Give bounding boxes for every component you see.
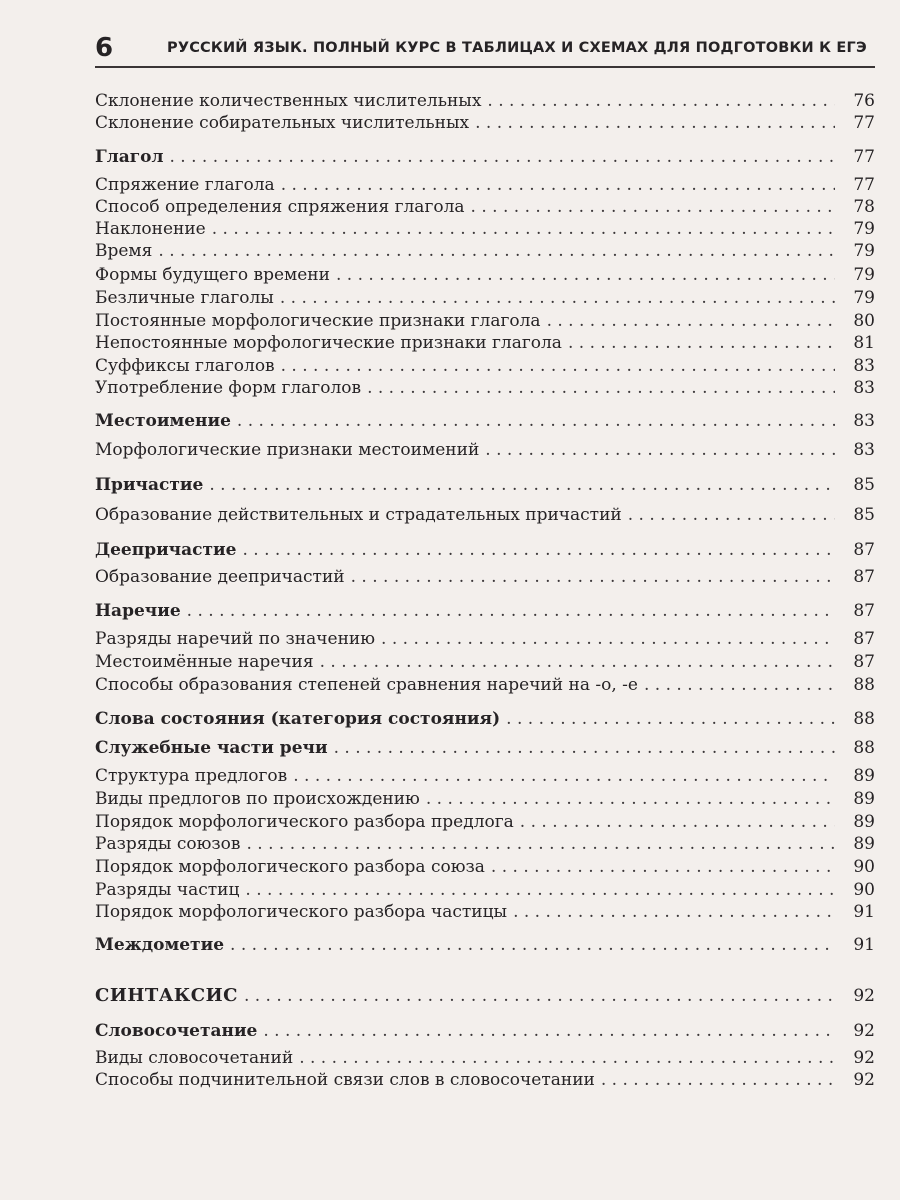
dot-leader: [334, 735, 835, 761]
dot-leader: [485, 437, 835, 463]
toc-entry-title: Непостоянные морфологические признаки глагола: [95, 333, 562, 353]
toc-entry-page: 83: [853, 378, 875, 398]
dot-leader: [367, 375, 835, 401]
dot-leader: [351, 564, 835, 590]
toc-entry-page: 77: [853, 147, 875, 167]
toc-entry-title: Суффиксы глаголов: [95, 356, 275, 376]
dot-leader: [209, 472, 835, 498]
toc-entry-title: Употребление форм глаголов: [95, 378, 362, 398]
toc-entry-page: 89: [853, 834, 875, 854]
toc-entry-page: 92: [853, 1070, 875, 1090]
toc-entry-title: Склонение количественных числительных: [95, 91, 482, 111]
toc-entry: [95, 502, 875, 528]
toc-entry-page: 85: [853, 475, 875, 495]
toc-entry-page: 87: [853, 601, 875, 621]
toc-entry-title: Разряды частиц: [95, 880, 240, 900]
toc-entry-page: 79: [853, 265, 875, 285]
dot-leader: [230, 932, 835, 958]
toc-entry: [95, 110, 875, 136]
toc-entry-title: Порядок морфологического разбора частицы: [95, 902, 508, 922]
toc-chapter: [95, 932, 875, 958]
toc-entry-page: 90: [853, 857, 875, 877]
toc-entry-page: 89: [853, 789, 875, 809]
toc-entry-title: Разряды наречий по значению: [95, 629, 376, 649]
toc-entry-title: Способ определения спряжения глагола: [95, 197, 465, 217]
dot-leader: [628, 502, 835, 528]
toc-entry-page: 81: [853, 333, 875, 353]
dot-leader: [158, 238, 835, 264]
dot-leader: [601, 1067, 835, 1093]
toc-entry-page: 88: [853, 675, 875, 695]
toc-entry-title: Виды словосочетаний: [95, 1048, 294, 1068]
toc-chapter-title: Наречие: [95, 601, 181, 621]
toc-chapter: [95, 408, 875, 434]
toc-entry-title: Местоимённые наречия: [95, 652, 314, 672]
toc-entry: [95, 375, 875, 401]
dot-leader: [242, 537, 835, 563]
toc-entry-page: 92: [853, 1048, 875, 1068]
toc-entry-title: Склонение собирательных числительных: [95, 113, 470, 133]
toc-chapter: [95, 706, 875, 732]
toc-entry: [95, 1067, 875, 1093]
toc-chapter: [95, 598, 875, 624]
toc-entry-page: 80: [853, 311, 875, 331]
toc-entry-page: 77: [853, 113, 875, 133]
dot-leader: [169, 144, 835, 170]
dot-leader: [644, 672, 835, 698]
toc-chapter: [95, 472, 875, 498]
toc-chapter: [95, 144, 875, 170]
toc-entry-page: 77: [853, 175, 875, 195]
toc-entry-page: 79: [853, 219, 875, 239]
toc-entry-page: 85: [853, 505, 875, 525]
toc-entry-page: 88: [853, 738, 875, 758]
toc-entry-title: Формы будущего времени: [95, 265, 330, 285]
toc-entry-title: Время: [95, 241, 153, 261]
toc-entry-title: Постоянные морфологические признаки глагола: [95, 311, 541, 331]
toc-entry-title: Виды предлогов по происхождению: [95, 789, 420, 809]
toc-section-title: СИНТАКСИС: [95, 985, 238, 1006]
toc-section: [95, 983, 875, 1009]
toc-entry-title: Структура предлогов: [95, 766, 288, 786]
dot-leader: [475, 110, 835, 136]
toc-entry-title: Образование действительных и страдательных причастий: [95, 505, 622, 525]
toc-chapter-title: Глагол: [95, 147, 164, 167]
toc-entry-title: Морфологические признаки местоимений: [95, 440, 480, 460]
toc-chapter: [95, 537, 875, 563]
dot-leader: [237, 408, 835, 434]
toc-entry-page: 88: [853, 709, 875, 729]
toc-entry-title: Наклонение: [95, 219, 206, 239]
toc-entry: [95, 564, 875, 590]
toc-entry-title: Безличные глаголы: [95, 288, 274, 308]
toc-entry-page: 87: [853, 652, 875, 672]
toc-entry: [95, 899, 875, 925]
dot-leader: [263, 1018, 835, 1044]
toc-entry: [95, 672, 875, 698]
toc-entry-page: 87: [853, 629, 875, 649]
toc-chapter-title: Деепричастие: [95, 540, 237, 560]
toc-entry-page: 83: [853, 440, 875, 460]
toc-chapter-title: Слова состояния (категория состояния): [95, 709, 501, 729]
toc-entry-title: Способы подчинительной связи слов в словосочетании: [95, 1070, 595, 1090]
toc-entry-title: Разряды союзов: [95, 834, 241, 854]
toc-chapter-title: Причастие: [95, 475, 204, 495]
toc-entry-page: 79: [853, 288, 875, 308]
dot-leader: [513, 899, 835, 925]
toc-entry-title: Спряжение глагола: [95, 175, 275, 195]
toc-entry-page: 83: [853, 356, 875, 376]
toc-chapter: [95, 735, 875, 761]
toc-entry-page: 76: [853, 91, 875, 111]
toc-entry-page: 78: [853, 197, 875, 217]
toc-entry-page: 89: [853, 812, 875, 832]
toc-entry-page: 91: [853, 935, 875, 955]
page-number: 6: [95, 33, 114, 63]
toc-entry-title: Порядок морфологического разбора союза: [95, 857, 485, 877]
toc-chapter-title: Служебные части речи: [95, 738, 328, 758]
dot-leader: [244, 983, 835, 1009]
running-title: РУССКИЙ ЯЗЫК. ПОЛНЫЙ КУРС В ТАБЛИЦАХ И СХЕМАХ ДЛЯ ПОДГОТОВКИ К ЕГЭ: [167, 40, 867, 56]
toc-entry: [95, 238, 875, 264]
toc-entry-page: 79: [853, 241, 875, 261]
toc-entry-page: 87: [853, 567, 875, 587]
toc-entry-page: 92: [853, 986, 875, 1006]
toc-entry-page: 92: [853, 1021, 875, 1041]
toc-chapter-title: Местоимение: [95, 411, 231, 431]
toc-entry-page: 89: [853, 766, 875, 786]
dot-leader: [187, 598, 835, 624]
toc-entry: [95, 437, 875, 463]
toc-entry-page: 90: [853, 880, 875, 900]
toc-entry-page: 87: [853, 540, 875, 560]
toc-entry-page: 83: [853, 411, 875, 431]
toc-entry-title: Порядок морфологического разбора предлога: [95, 812, 514, 832]
toc-entry-page: 91: [853, 902, 875, 922]
toc-chapter-title: Междометие: [95, 935, 225, 955]
toc-chapter: [95, 1018, 875, 1044]
dot-leader: [506, 706, 835, 732]
toc-chapter-title: Словосочетание: [95, 1021, 258, 1041]
toc-entry-title: Способы образования степеней сравнения наречий на -о, -е: [95, 675, 638, 695]
toc-entry-title: Образование деепричастий: [95, 567, 345, 587]
